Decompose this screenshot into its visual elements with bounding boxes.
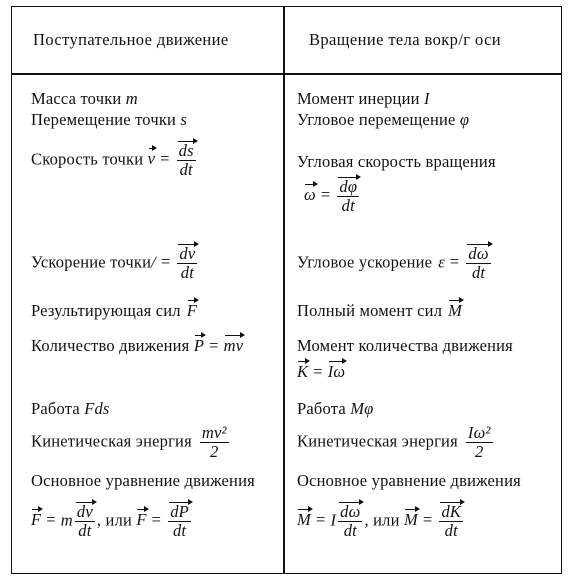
left-row-momentum: Количество движения P = mv [31, 336, 244, 355]
right-row-angular-momentum-formula: K = Iω [297, 362, 346, 381]
left-row-acceleration: Ускорение точки/ = $\frac{dv}{dt}$ [31, 244, 196, 282]
left-row-velocity: Скорость точки v = $\frac{ds}{dt}$ [31, 141, 194, 179]
right-row-angular-velocity: Угловая скорость вращения [297, 152, 496, 171]
right-row-work: Работа Mφ [297, 399, 374, 418]
left-row-work: Работа Fds [31, 399, 110, 418]
left-row-equation: F = m $\frac{dv}{dt}$ , или F = $\frac{dP}{dt}$ [31, 502, 189, 540]
left-row-main-equation: Основное уравнение движения [31, 471, 255, 490]
right-row-angular-velocity-formula: ω = $\frac{d\varphi}{dt}$ [304, 177, 358, 215]
left-row-resultant-force: Результирующая сил F [31, 301, 197, 320]
right-row-equation: M = I $\frac{d\omega}{dt}$ , или M = $\frac{dK}{dt}$ [297, 502, 462, 540]
right-row-kinetic-energy: Кинетическая энергия $\frac{\text{Iω²}}{2}$ [297, 423, 491, 461]
column-divider [283, 6, 285, 574]
right-row-angular-momentum: Момент количества движения [297, 336, 513, 355]
right-row-moment-of-inertia: Момент инерции I [297, 89, 430, 108]
left-row-displacement: Перемещение точки s [31, 110, 188, 129]
left-row-mass: Масса точки m [31, 89, 138, 108]
right-row-angular-displacement: Угловое перемещение φ [297, 110, 470, 129]
left-row-kinetic-energy: Кинетическая энергия $\frac{\text{mv²}}{2}$ [31, 423, 227, 461]
header-rotational: Вращение тела вокр/г оси [309, 30, 502, 49]
right-row-main-equation: Основное уравнение движения [297, 471, 521, 490]
header-divider [11, 73, 562, 75]
right-row-total-moment: Полный момент сил M [297, 301, 463, 320]
right-row-angular-acceleration: Угловое ускорение ε = $\frac{d\omega}{dt}$ [297, 244, 489, 282]
header-translational: Поступательное движение [33, 30, 229, 49]
